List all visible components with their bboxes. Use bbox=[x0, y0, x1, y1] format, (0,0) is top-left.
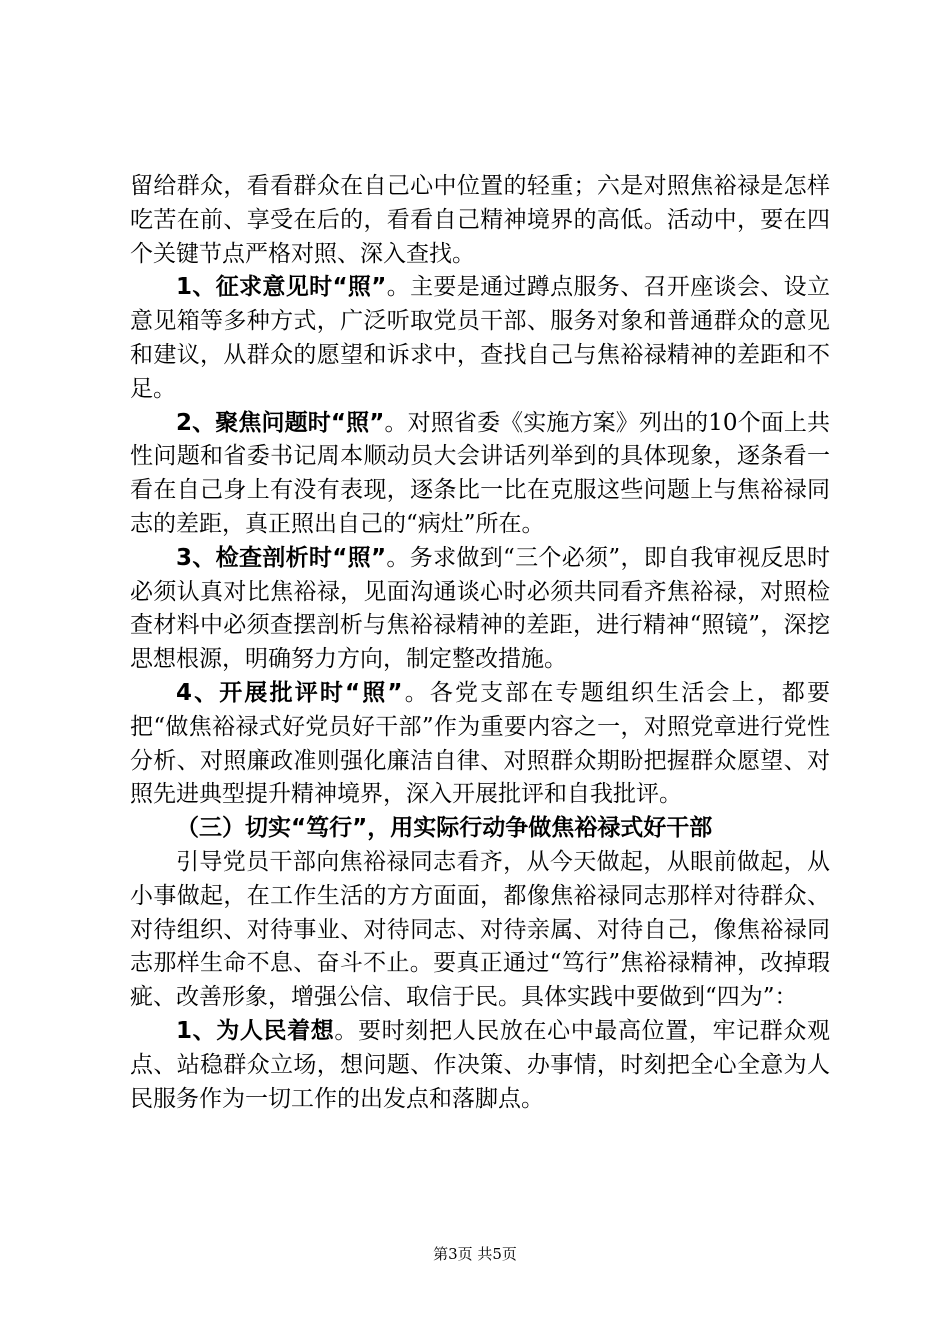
paragraph-criticism bbox=[130, 677, 830, 812]
paragraph-text: 引导党员干部向焦裕禄同志看齐，从今天做起，从眼前做起，从小事做起，在工作生活的方方面面，都像焦裕禄同志那样对待群众、对待组织、对待事业、对待同志、对待亲属、对待自己，像焦裕禄同志那样生命不息、奋斗不止。要真正通过“笃行”焦裕禄精神，改掉瑕疵、改善形象，增强公信、取信于民。具体实践中要做到“四为”： bbox=[130, 848, 830, 1011]
paragraph-practice-intro bbox=[130, 846, 830, 1015]
paragraph-text: 。主要是通过蹲点服务、召开座谈会、设立意见箱等多种方式，广泛听取党员干部、服务对象和普通群众的意见和建议，从群众的愿望和诉求中，查找自己与焦裕禄精神的差距和不足。 bbox=[130, 274, 830, 402]
section-heading bbox=[130, 812, 830, 846]
paragraph-heading: 3、检查剖析时“照” bbox=[176, 544, 387, 571]
paragraph-text: 留给群众，看看群众在自己心中位置的轻重；六是对照焦裕禄是怎样吃苦在前、享受在后的，看看自己精神境界的高低。活动中，要在四个关键节点严格对照、深入查找。 bbox=[130, 173, 830, 267]
paragraph-text: 。务求做到“三个必须”，即自我审视反思时必须认真对比焦裕禄，见面沟通谈心时必须共同看齐焦裕禄，对照检查材料中必须查摆剖析与焦裕禄精神的差距，进行精神“照镜”，深挖思想根源，明确努力方向，制定整改措施。 bbox=[130, 544, 830, 673]
paragraph-self-examination bbox=[130, 542, 830, 677]
paragraph-text: 。对照省委《实施方案》列出的10个面上共性问题和省委书记周本顺动员大会讲话列举到的具体现象，逐条看一看在自己身上有没有表现，逐条比一比在克服这些问题上与焦裕禄同志的差距，真正照出自己的“病灶”所在。 bbox=[130, 409, 830, 537]
page-number-footer bbox=[0, 1244, 950, 1264]
paragraph-for-people bbox=[130, 1015, 830, 1116]
page-number-label: 第3页 共5页 bbox=[433, 1245, 517, 1263]
paragraph-continuation bbox=[130, 170, 830, 271]
paragraph-solicit-opinions bbox=[130, 271, 830, 406]
paragraph-text: 。各党支部在专题组织生活会上，都要把“做焦裕禄式好党员好干部”作为重要内容之一，对照党章进行党性分析、对照廉政准则强化廉洁自律、对照群众期盼把握群众愿望、对照先进典型提升精神境界，深入开展批评和自我批评。 bbox=[130, 679, 830, 808]
paragraph-heading: 2、聚焦问题时“照” bbox=[176, 409, 385, 436]
section-heading-text: （三）切实“笃行”，用实际行动争做焦裕禄式好干部 bbox=[176, 815, 713, 842]
paragraph-focus-problems bbox=[130, 407, 830, 542]
paragraph-heading: 1、征求意见时“照” bbox=[176, 274, 387, 301]
paragraph-text: 。要时刻把人民放在心中最高位置，牢记群众观点、站稳群众立场，想问题、作决策、办事情，时刻把全心全意为人民服务作为一切工作的出发点和落脚点。 bbox=[130, 1017, 831, 1112]
paragraph-heading: 1、为人民着想 bbox=[176, 1017, 335, 1044]
paragraph-heading: 4、开展批评时“照” bbox=[176, 679, 403, 706]
document-body bbox=[130, 170, 830, 1116]
